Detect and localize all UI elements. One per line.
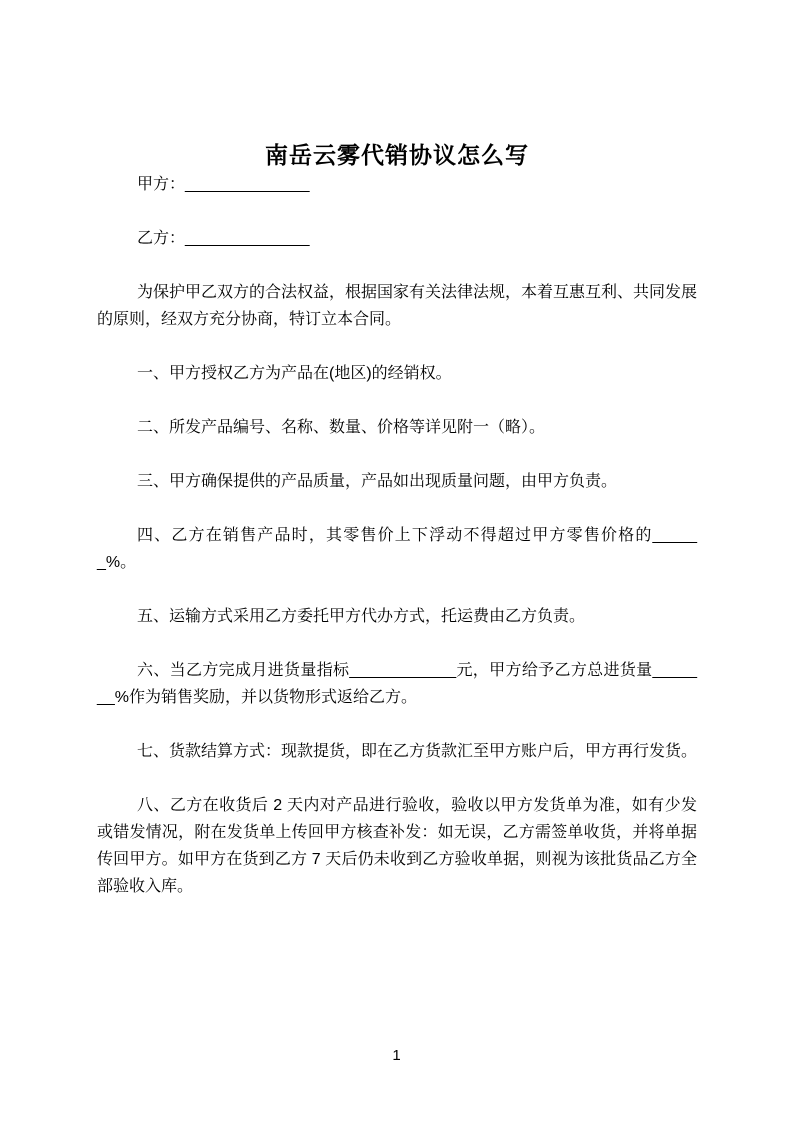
party-b-line: 乙方：______________ bbox=[137, 230, 310, 247]
document-title: 南岳云雾代销协议怎么写 bbox=[265, 142, 529, 168]
clause-paragraph-1: 一、甲方授权乙方为产品在(地区)的经销权。 bbox=[137, 365, 452, 382]
clause-paragraph-6: 六、当乙方完成月进货量指标____________元，甲方给予乙方总进货量_______%作为销售奖励，并以货物形式返给乙方。 bbox=[97, 662, 697, 706]
page-number: 1 bbox=[392, 1047, 401, 1064]
document-body bbox=[97, 0, 697, 927]
clause-paragraph-4: 四、乙方在销售产品时，其零售价上下浮动不得超过甲方零售价格的______%。 bbox=[97, 527, 697, 571]
preamble-paragraph: 为保护甲乙双方的合法权益，根据国家有关法律法规，本着互惠互利、共同发展的原则，经双方充分协商，特订立本合同。 bbox=[97, 284, 698, 328]
clause-paragraph-8: 八、乙方在收货后 2 天内对产品进行验收，验收以甲方发货单为准，如有少发或错发情况，附在发货单上传回甲方核查补发：如无误，乙方需签单收货，并将单据传回甲方。如甲方在货到乙方 7 天后仍未收到乙方验收单据，则视为该批货品乙方全部验收入库。 bbox=[97, 797, 697, 895]
clause-paragraph-2: 二、所发产品编号、名称、数量、价格等详见附一（略）。 bbox=[137, 419, 546, 436]
clause-paragraph-5: 五、运输方式采用乙方委托甲方代办方式，托运费由乙方负责。 bbox=[137, 608, 586, 625]
clause-paragraph-7: 七、货款结算方式：现款提货，即在乙方货款汇至甲方账户后，甲方再行发货。 bbox=[137, 743, 698, 760]
clause-paragraph-3: 三、甲方确保提供的产品质量，产品如出现质量问题，由甲方负责。 bbox=[137, 473, 618, 490]
party-a-line: 甲方：______________ bbox=[137, 176, 310, 193]
